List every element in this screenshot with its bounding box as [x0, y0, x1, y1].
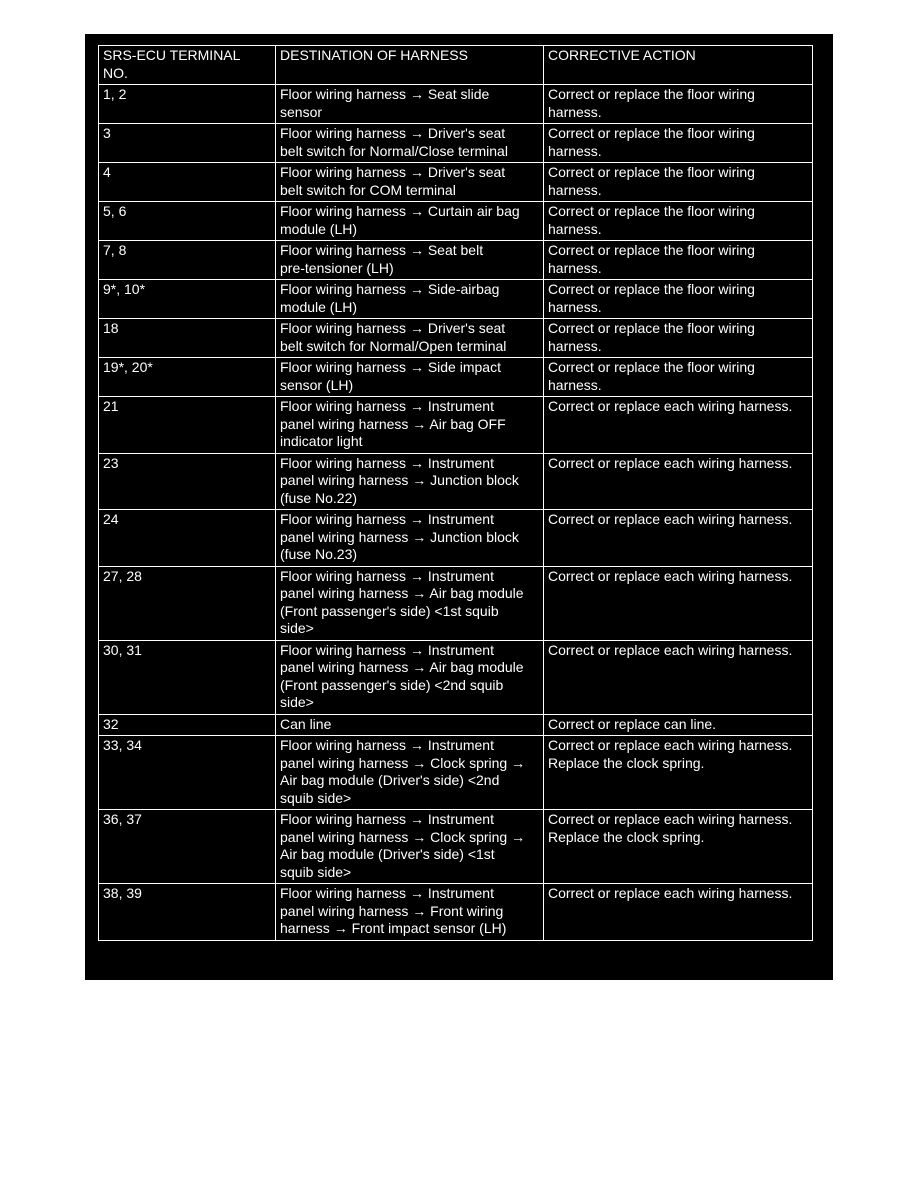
table-row [99, 358, 813, 397]
cell-terminal-no: 32 [99, 714, 276, 736]
table-row [99, 810, 813, 884]
cell-corrective-action: Correct or replace the floor wiring harness. [544, 202, 813, 241]
cell-terminal-no: 18 [99, 319, 276, 358]
cell-corrective-action: Correct or replace the floor wiring harness. [544, 241, 813, 280]
cell-terminal-no: 24 [99, 510, 276, 567]
cell-corrective-action: Correct or replace the floor wiring harness. [544, 358, 813, 397]
cell-destination: Floor wiring harness → Curtain air bag module (LH) [276, 202, 544, 241]
table-row [99, 319, 813, 358]
cell-destination: Floor wiring harness → Instrument panel wiring harness → Air bag OFF indicator light [276, 397, 544, 454]
document-panel [85, 34, 833, 980]
cell-corrective-action: Correct or replace each wiring harness. Replace the clock spring. [544, 736, 813, 810]
table-row [99, 640, 813, 714]
cell-corrective-action: Correct or replace each wiring harness. [544, 453, 813, 510]
cell-terminal-no: 23 [99, 453, 276, 510]
cell-corrective-action: Correct or replace the floor wiring harness. [544, 280, 813, 319]
table-row [99, 202, 813, 241]
cell-corrective-action: Correct or replace the floor wiring harness. [544, 124, 813, 163]
cell-destination: Floor wiring harness → Driver's seat belt switch for Normal/Close terminal [276, 124, 544, 163]
table-header-row [99, 46, 813, 85]
cell-destination: Floor wiring harness → Instrument panel wiring harness → Junction block (fuse No.23) [276, 510, 544, 567]
cell-destination: Floor wiring harness → Driver's seat belt switch for Normal/Open terminal [276, 319, 544, 358]
cell-terminal-no: 1, 2 [99, 85, 276, 124]
cell-corrective-action: Correct or replace the floor wiring harness. [544, 85, 813, 124]
cell-terminal-no: 5, 6 [99, 202, 276, 241]
cell-terminal-no: 30, 31 [99, 640, 276, 714]
cell-destination: Floor wiring harness → Instrument panel wiring harness → Clock spring → Air bag module (Driver's side) <1st squib side> [276, 810, 544, 884]
cell-terminal-no: 27, 28 [99, 566, 276, 640]
cell-destination: Floor wiring harness → Side-airbag module (LH) [276, 280, 544, 319]
cell-terminal-no: 3 [99, 124, 276, 163]
cell-destination: Floor wiring harness → Instrument panel wiring harness → Junction block (fuse No.22) [276, 453, 544, 510]
cell-destination: Floor wiring harness → Side impact sensor (LH) [276, 358, 544, 397]
cell-destination: Can line [276, 714, 544, 736]
table-row [99, 241, 813, 280]
cell-destination: Floor wiring harness → Seat belt pre-tensioner (LH) [276, 241, 544, 280]
header-terminal-no: SRS-ECU TERMINAL NO. [99, 46, 276, 85]
cell-corrective-action: Correct or replace each wiring harness. Replace the clock spring. [544, 810, 813, 884]
table-row [99, 714, 813, 736]
cell-corrective-action: Correct or replace the floor wiring harness. [544, 163, 813, 202]
cell-terminal-no: 21 [99, 397, 276, 454]
cell-terminal-no: 38, 39 [99, 884, 276, 941]
cell-destination: Floor wiring harness → Instrument panel wiring harness → Air bag module (Front passenger's side) <2nd squib side> [276, 640, 544, 714]
cell-corrective-action: Correct or replace each wiring harness. [544, 566, 813, 640]
cell-destination: Floor wiring harness → Driver's seat belt switch for COM terminal [276, 163, 544, 202]
table-row [99, 453, 813, 510]
cell-terminal-no: 7, 8 [99, 241, 276, 280]
cell-terminal-no: 36, 37 [99, 810, 276, 884]
table-body [99, 85, 813, 941]
cell-destination: Floor wiring harness → Instrument panel wiring harness → Air bag module (Front passenger's side) <1st squib side> [276, 566, 544, 640]
cell-terminal-no: 33, 34 [99, 736, 276, 810]
cell-corrective-action: Correct or replace each wiring harness. [544, 640, 813, 714]
cell-destination: Floor wiring harness → Instrument panel wiring harness → Clock spring → Air bag module (Driver's side) <2nd squib side> [276, 736, 544, 810]
cell-terminal-no: 19*, 20* [99, 358, 276, 397]
header-destination: DESTINATION OF HARNESS [276, 46, 544, 85]
table-row [99, 85, 813, 124]
cell-destination: Floor wiring harness → Seat slide sensor [276, 85, 544, 124]
table-row [99, 124, 813, 163]
table-row [99, 510, 813, 567]
cell-corrective-action: Correct or replace the floor wiring harness. [544, 319, 813, 358]
cell-corrective-action: Correct or replace each wiring harness. [544, 397, 813, 454]
table-row [99, 884, 813, 941]
cell-corrective-action: Correct or replace each wiring harness. [544, 884, 813, 941]
header-corrective-action: CORRECTIVE ACTION [544, 46, 813, 85]
cell-terminal-no: 9*, 10* [99, 280, 276, 319]
srs-harness-table [98, 45, 813, 941]
table-row [99, 397, 813, 454]
cell-destination: Floor wiring harness → Instrument panel wiring harness → Front wiring harness → Front impact sensor (LH) [276, 884, 544, 941]
cell-terminal-no: 4 [99, 163, 276, 202]
cell-corrective-action: Correct or replace each wiring harness. [544, 510, 813, 567]
table-row [99, 163, 813, 202]
table-row [99, 280, 813, 319]
table-row [99, 736, 813, 810]
table-row [99, 566, 813, 640]
cell-corrective-action: Correct or replace can line. [544, 714, 813, 736]
